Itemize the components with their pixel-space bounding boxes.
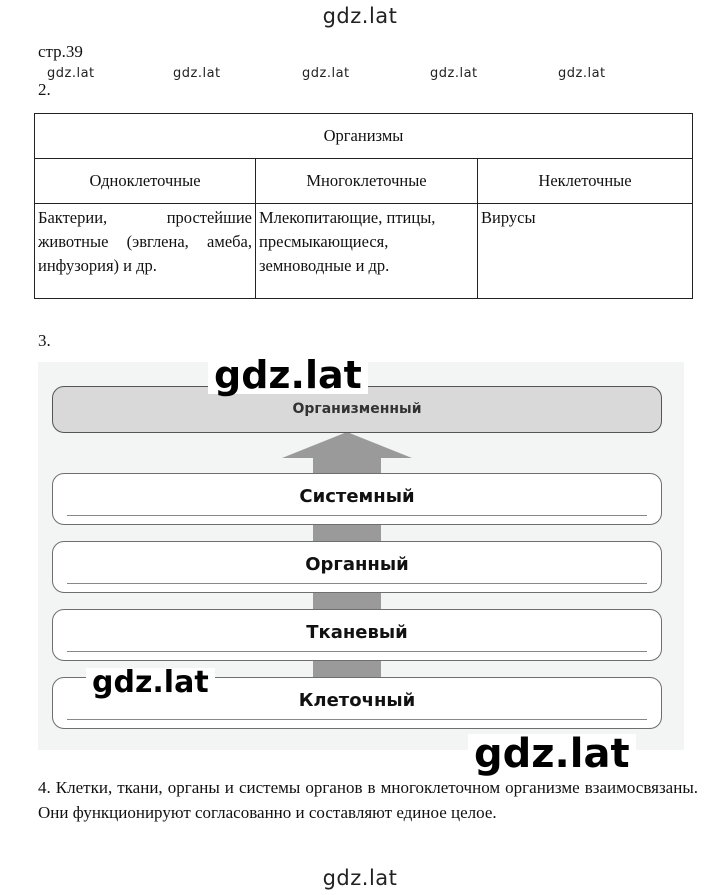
- watermark-large: gdz.lat: [468, 734, 636, 774]
- watermark-small: gdz.lat: [430, 66, 478, 81]
- level-label: Тканевый: [306, 622, 408, 643]
- watermark-small: gdz.lat: [173, 66, 221, 81]
- task-2-number: 2.: [38, 80, 51, 99]
- level-system: [52, 473, 662, 525]
- answer-line: [67, 583, 647, 584]
- organisms-table: [34, 113, 693, 299]
- answer-line: [67, 515, 647, 516]
- table-cell: Млекопитающие, птицы, пресмыкающиеся, земноводные и др.: [256, 204, 478, 299]
- level-organ: [52, 541, 662, 593]
- watermark-small: gdz.lat: [558, 66, 606, 81]
- column-header: Одноклеточные: [35, 159, 256, 204]
- watermark-large: gdz.lat: [208, 356, 368, 394]
- answer-line: [67, 719, 647, 720]
- table-cell: Вирусы: [478, 204, 693, 299]
- level-label: Системный: [299, 486, 415, 507]
- watermark-small: gdz.lat: [302, 66, 350, 81]
- answer-line: [67, 651, 647, 652]
- watermark-bottom: gdz.lat: [322, 866, 398, 890]
- watermark-top: gdz.lat: [322, 4, 398, 28]
- level-tissue: [52, 609, 662, 661]
- level-label: Клеточный: [298, 690, 416, 711]
- watermark-large: gdz.lat: [86, 668, 215, 698]
- table-cell: Бактерии, простейшие животные (эвглена, амеба, инфузория) и др.: [35, 204, 256, 299]
- level-label: Органный: [305, 554, 409, 575]
- column-header: Неклеточные: [478, 159, 693, 204]
- task-3-number: 3.: [38, 331, 51, 350]
- level-label: Организменный: [292, 401, 422, 417]
- watermark-small: gdz.lat: [47, 66, 95, 81]
- task-4-answer: 4. Клетки, ткани, органы и системы органов в многоклеточном организме взаимосвязаны. Они функционируют согласованно и составляют единое целое.: [38, 778, 698, 822]
- page-reference: стр.39: [38, 42, 83, 61]
- column-header: Многоклеточные: [256, 159, 478, 204]
- table-title: Организмы: [35, 114, 693, 159]
- watermark-row: [0, 66, 720, 84]
- organization-levels-diagram: [38, 353, 684, 750]
